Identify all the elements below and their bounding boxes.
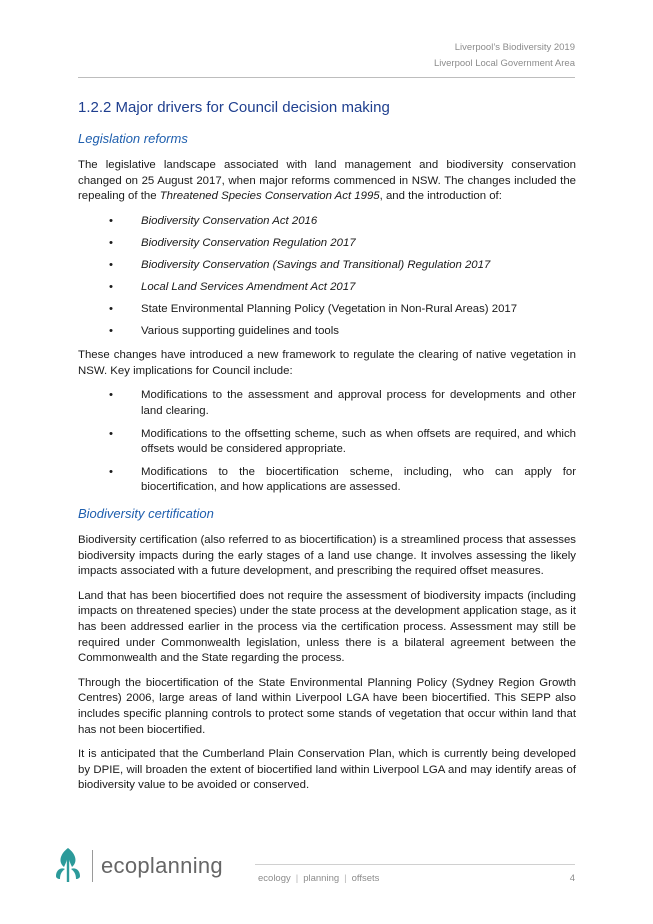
bullet: • bbox=[109, 236, 113, 249]
list-item-text: Local Land Services Amendment Act 2017 bbox=[141, 280, 356, 293]
list-item bbox=[78, 236, 576, 252]
header-title: Liverpool’s Biodiversity 2019 bbox=[454, 42, 575, 53]
bullet: • bbox=[109, 465, 113, 478]
list-item-text: Biodiversity Conservation (Savings and Transitional) Regulation 2017 bbox=[141, 258, 491, 271]
list-item bbox=[78, 427, 576, 458]
list-item bbox=[78, 465, 576, 496]
biocert-paragraph: Through the biocertification of the State Environmental Planning Policy (Sydney Region Growth Centres) 2006, large areas of land within Liverpool LGA have been biocertified. This SEPP also includes specific planning controls to protect some stands of vegetation that occur within land that has not been biocertified. bbox=[78, 676, 576, 736]
bullet: • bbox=[109, 214, 113, 227]
tagline-ecology: ecology bbox=[258, 873, 291, 884]
logo-divider bbox=[92, 850, 93, 882]
running-header bbox=[434, 40, 575, 72]
header-divider bbox=[78, 77, 575, 78]
footer-tagline bbox=[258, 873, 379, 884]
intro-act: Threatened Species Conservation Act 1995 bbox=[159, 190, 380, 203]
biocert-paragraph: Biodiversity certification (also referred to as biocertification) is a streamlined process that assesses biodiversity impacts during the early stages of a land use change. It involves assessing the likely impacts associated with a future development, and prescribing the required offset measures. bbox=[78, 534, 576, 578]
list-item bbox=[78, 214, 576, 230]
biocert-subheading: Biodiversity certification bbox=[78, 506, 214, 522]
leaf-icon bbox=[50, 846, 86, 886]
framework-paragraph: These changes have introduced a new framework to regulate the clearing of native vegetation in NSW. Key implications for Council include: bbox=[78, 349, 576, 377]
tagline-offsets: offsets bbox=[351, 873, 380, 884]
list-item bbox=[78, 388, 576, 419]
list-item-text: Modifications to the assessment and approval process for developments and other land clearing. bbox=[141, 389, 576, 418]
tagline-separator: | bbox=[295, 873, 299, 884]
list-item-text: Modifications to the offsetting scheme, such as when offsets are required, and which offsets would be considered appropriate. bbox=[141, 427, 576, 456]
list-item bbox=[78, 258, 576, 274]
tagline-separator: | bbox=[344, 873, 347, 884]
legislation-subheading: Legislation reforms bbox=[78, 131, 188, 146]
list-item-text: Various supporting guidelines and tools bbox=[141, 324, 339, 337]
legislation-intro-paragraph bbox=[78, 158, 576, 205]
bullet: • bbox=[109, 324, 113, 337]
footer-divider bbox=[255, 864, 575, 865]
intro-prefix: The legislative landscape associated with land management and biodiversity conservation changed on 25 August 2017, when major reforms commenced in NSW. The changes included the repealing of the bbox=[78, 159, 576, 203]
ecoplanning-logo bbox=[50, 846, 223, 886]
bullet: • bbox=[109, 427, 113, 440]
bullet: • bbox=[109, 280, 113, 293]
list-item bbox=[78, 324, 576, 340]
logo-wordmark: ecoplanning bbox=[101, 853, 223, 878]
bullet: • bbox=[109, 258, 113, 271]
biocert-paragraph: It is anticipated that the Cumberland Plain Conservation Plan, which is currently being developed by DPIE, will broaden the extent of biocertified land within Liverpool LGA and may identify areas of biodiversity value to be avoided or conserved. bbox=[78, 748, 576, 792]
section-heading: 1.2.2 Major drivers for Council decision making bbox=[78, 99, 390, 116]
implications-list bbox=[78, 388, 576, 496]
bullet: • bbox=[109, 389, 113, 402]
page-body bbox=[78, 98, 576, 803]
intro-suffix: , and the introduction of: bbox=[379, 190, 502, 203]
list-item-text: Biodiversity Conservation Act 2016 bbox=[141, 214, 318, 227]
legislation-list bbox=[78, 214, 576, 340]
bullet: • bbox=[109, 302, 113, 315]
list-item-text: State Environmental Planning Policy (Vegetation in Non-Rural Areas) 2017 bbox=[141, 302, 518, 315]
tagline-planning: planning bbox=[303, 873, 340, 884]
list-item-text: Biodiversity Conservation Regulation 2017 bbox=[141, 236, 356, 249]
biocert-paragraph: Land that has been biocertified does not require the assessment of biodiversity impacts (including impacts on threatened species) under the state process at the development application stage, as it has been addressed earlier in the process via the certification process. Assessment may still be required under Commonwealth legislation, unless there is a bilateral agreement between the Commonwealth and the State regarding the process. bbox=[78, 589, 576, 665]
list-item-text: Modifications to the biocertification scheme, including, who can apply for biocertification, and how applications are assessed. bbox=[141, 465, 576, 494]
header-subtitle: Liverpool Local Government Area bbox=[434, 58, 575, 69]
list-item bbox=[78, 280, 576, 296]
page-number: 4 bbox=[569, 873, 575, 884]
list-item bbox=[78, 302, 576, 318]
